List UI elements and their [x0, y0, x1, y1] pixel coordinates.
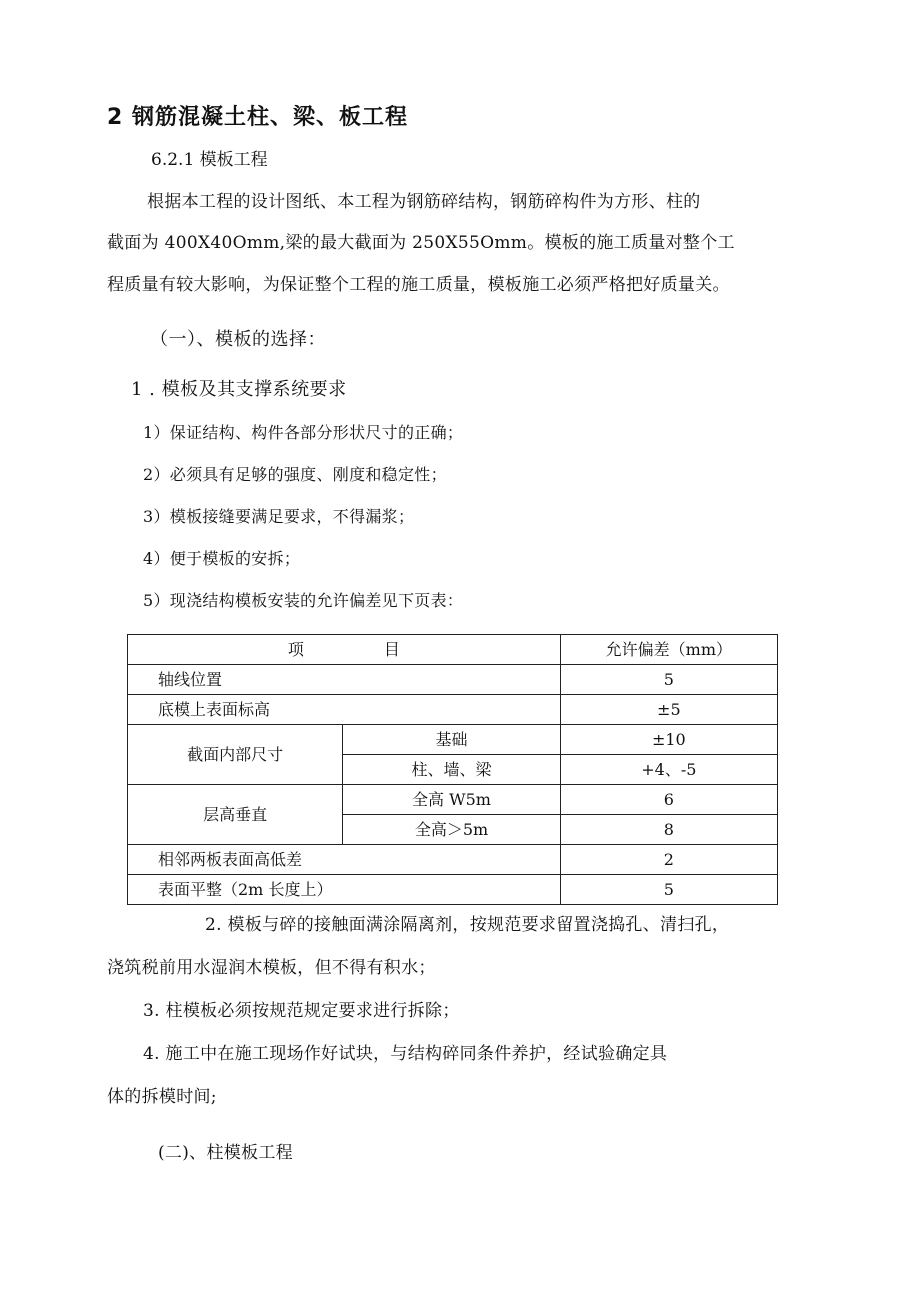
row-sublabel: 柱、墙、梁: [343, 755, 560, 785]
row-value: 5: [560, 665, 777, 695]
row-sublabel: 全高＞5m: [343, 815, 560, 845]
requirements-heading: 1 . 模板及其支撑系统要求: [131, 379, 347, 400]
tolerance-table: [127, 634, 778, 905]
row-value: ±10: [560, 725, 777, 755]
item2-line-1: 2. 模板与碎的接触面满涂隔离剂，按规范要求留置浇捣孔、清扫孔，: [205, 915, 730, 935]
requirement-item-5: 5）现浇结构模板安装的允许偏差见下页表：: [143, 591, 464, 610]
row-value: 6: [560, 785, 777, 815]
row-value: 2: [560, 845, 777, 875]
row-value: 5: [560, 875, 777, 905]
requirement-item-1: 1）保证结构、构件各部分形状尺寸的正确；: [143, 423, 464, 442]
subsection-heading: 6.2.1 模板工程: [151, 150, 268, 170]
header-item-cell: 项 目: [128, 635, 561, 665]
intro-line-3: 程质量有较大影响，为保证整个工程的施工质量，模板施工必须严格把好质量关。: [107, 275, 730, 295]
requirement-item-3: 3）模板接缝要满足要求，不得漏浆；: [143, 507, 415, 526]
table-row: [128, 695, 778, 725]
row-label: 相邻两板表面高低差: [128, 845, 561, 875]
row-sublabel: 全高 W5m: [343, 785, 560, 815]
requirement-item-4: 4）便于模板的安拆；: [143, 549, 301, 568]
item4-line-1: 4. 施工中在施工现场作好试块，与结构碎同条件养护，经试验确定具: [143, 1044, 668, 1064]
section-title: 2 钢筋混凝土柱、梁、板工程: [107, 105, 408, 130]
table-row: [128, 845, 778, 875]
requirement-item-2: 2）必须具有足够的强度、刚度和稳定性；: [143, 465, 447, 484]
row-value: +4、-5: [560, 755, 777, 785]
table-row: [128, 725, 778, 755]
header-tolerance-cell: 允许偏差（mm）: [560, 635, 777, 665]
intro-line-1: 根据本工程的设计图纸、本工程为钢筋碎结构，钢筋碎构件为方形、柱的: [147, 192, 701, 212]
intro-line-2: 截面为 400X40Omm,梁的最大截面为 250X55Omm。模板的施工质量对整个工: [107, 233, 735, 253]
table-row: [128, 785, 778, 815]
row-value: 8: [560, 815, 777, 845]
row-value: ±5: [560, 695, 777, 725]
row-label: 截面内部尺寸: [128, 725, 343, 785]
section1-heading: （一）、模板的选择：: [150, 329, 326, 350]
table-row: [128, 665, 778, 695]
row-sublabel: 基础: [343, 725, 560, 755]
table-header-row: [128, 635, 778, 665]
row-label: 层高垂直: [128, 785, 343, 845]
table-row: [128, 875, 778, 905]
item2-line-2: 浇筑税前用水湿润木模板，但不得有积水；: [107, 958, 436, 978]
item4-line-2: 体的拆模时间;: [107, 1087, 217, 1107]
section2-heading: (二)、柱模板工程: [158, 1143, 293, 1163]
row-label: 轴线位置: [128, 665, 561, 695]
row-label: 底模上表面标高: [128, 695, 561, 725]
row-label: 表面平整（2m 长度上）: [128, 875, 561, 905]
item3-line: 3. 柱模板必须按规范规定要求进行拆除；: [143, 1001, 460, 1021]
